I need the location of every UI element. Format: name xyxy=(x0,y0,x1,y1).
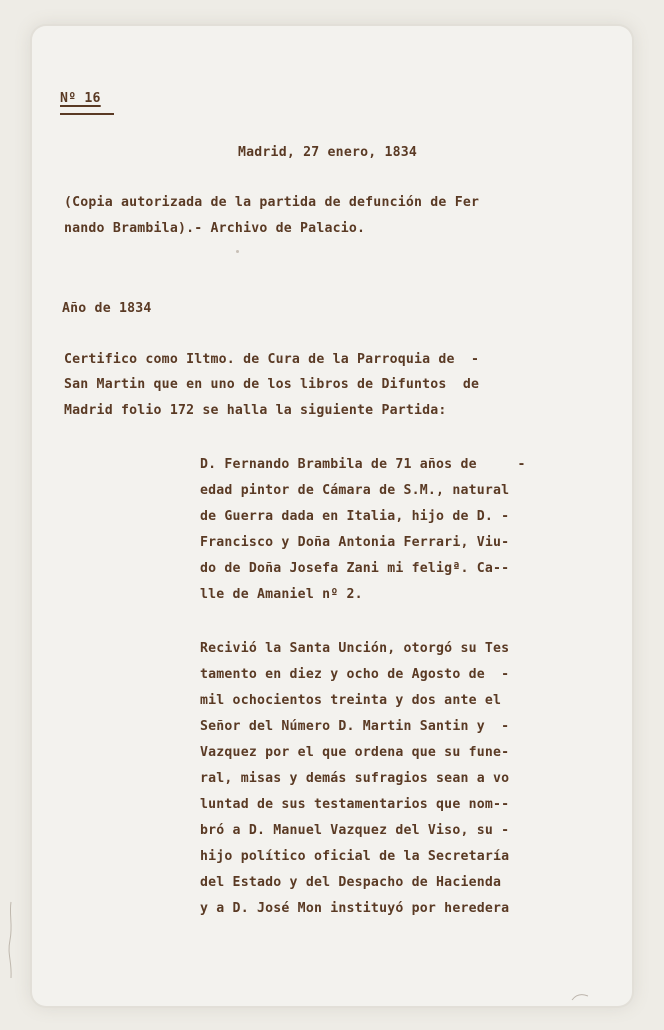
entry-1-line-2: edad pintor de Cámara de S.M., natural xyxy=(200,483,510,498)
entry-2-line-3: mil ochocientos treinta y dos ante el xyxy=(200,693,502,708)
entry-2-line-6: ral, misas y demás sufragios sean a vo xyxy=(200,771,510,786)
header-line-2: nando Brambila).- Archivo de Palacio. xyxy=(64,221,366,236)
header-line-1: (Copia autorizada de la partida de defunción de Fer xyxy=(64,195,480,210)
entry-1-line-1: D. Fernando Brambila de 71 años de - xyxy=(200,457,526,472)
entry-1-line-6: lle de Amaniel nº 2. xyxy=(200,587,363,602)
ink-dot xyxy=(236,250,239,253)
document-number: Nº 16 xyxy=(60,91,101,106)
certificate-line-2: San Martin que en uno de los libros de Difuntos de xyxy=(64,377,480,392)
entry-2-line-11: y a D. José Mon instituyó por heredera xyxy=(200,901,510,916)
entry-2-line-10: del Estado y del Despacho de Hacienda xyxy=(200,875,502,890)
number-double-underline xyxy=(60,113,114,115)
certificate-line-1: Certifico como Iltmo. de Cura de la Parroquia de - xyxy=(64,352,480,367)
entry-2-line-5: Vazquez por el que ordena que su fune- xyxy=(200,745,510,760)
entry-2-line-9: hijo político oficial de la Secretaría xyxy=(200,849,510,864)
entry-2-line-7: luntad de sus testamentarios que nom-- xyxy=(200,797,510,812)
corner-mark xyxy=(570,990,590,1002)
margin-annotation-mark xyxy=(6,900,16,980)
entry-1-line-3: de Guerra dada en Italia, hijo de D. - xyxy=(200,509,510,524)
entry-2-line-8: bró a D. Manuel Vazquez del Viso, su - xyxy=(200,823,510,838)
entry-2-line-4: Señor del Número D. Martin Santin y - xyxy=(200,719,510,734)
certificate-line-3: Madrid folio 172 se halla la siguiente Partida: xyxy=(64,403,447,418)
entry-2-line-2: tamento en diez y ocho de Agosto de - xyxy=(200,667,510,682)
entry-1-line-5: do de Doña Josefa Zani mi feligª. Ca-- xyxy=(200,561,510,576)
entry-2-line-1: Recivió la Santa Unción, otorgó su Tes xyxy=(200,641,510,656)
date-line: Madrid, 27 enero, 1834 xyxy=(238,145,418,160)
year-line: Año de 1834 xyxy=(62,301,152,316)
entry-1-line-4: Francisco y Doña Antonia Ferrari, Viu- xyxy=(200,535,510,550)
